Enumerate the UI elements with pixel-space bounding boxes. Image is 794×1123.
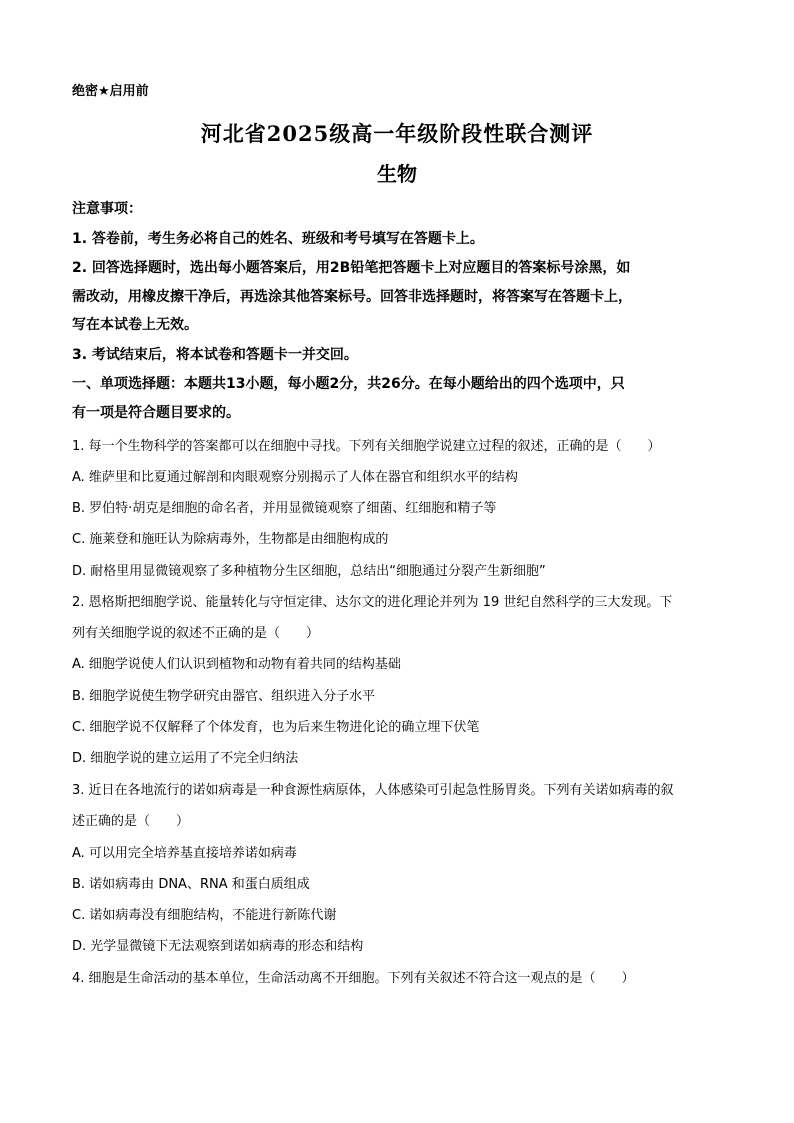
question-stem: 列有关细胞学说的叙述不正确的是（ ） [72, 626, 320, 641]
question-option: D. 细胞学说的建立运用了不完全归纳法 [72, 751, 299, 766]
secret-mark: 绝密★启用前 [72, 84, 149, 99]
page-title: 河北省2025级高一年级阶段性联合测评 [200, 121, 594, 146]
question-stem: 4. 细胞是生命活动的基本单位，生命活动离不开细胞。下列有关叙述不符合这一观点的是（ ） [72, 971, 635, 986]
question-option: B. 细胞学说使生物学研究由器官、组织进入分子水平 [72, 689, 376, 704]
question-option: C. 诺如病毒没有细胞结构，不能进行新陈代谢 [72, 908, 337, 923]
question-option: B. 诺如病毒由 DNA、RNA 和蛋白质组成 [72, 877, 310, 892]
question-option: C. 施莱登和施旺认为除病毒外，生物都是由细胞构成的 [72, 532, 389, 547]
subject-title: 生物 [377, 162, 417, 186]
question-option: C. 细胞学说不仅解释了个体发育，也为后来生物进化论的确立埋下伏笔 [72, 720, 480, 735]
section-heading: 一、单项选择题：本题共13小题，每小题2分，共26分。在每小题给出的四个选项中，只 [72, 376, 625, 392]
question-stem: 2. 恩格斯把细胞学说、能量转化与守恒定律、达尔文的进化理论并列为 19 世纪自然科学的三大发现。下 [72, 595, 673, 610]
question-stem: 述正确的是（ ） [72, 814, 190, 829]
notes-line: 3. 考试结束后，将本试卷和答题卡一并交回。 [72, 347, 358, 363]
section-heading-cont: 有一项是符合题目要求的。 [72, 405, 240, 421]
question-option: A. 细胞学说使人们认识到植物和动物有着共同的结构基础 [72, 657, 401, 672]
question-option: B. 罗伯特·胡克是细胞的命名者，并用显微镜观察了细菌、红细胞和精子等 [72, 501, 497, 516]
question-option: D. 耐格里用显微镜观察了多种植物分生区细胞，总结出“细胞通过分裂产生新细胞” [72, 564, 546, 579]
notes-line: 写在本试卷上无效。 [72, 317, 198, 333]
question-option: A. 维萨里和比夏通过解剖和肉眼观察分别揭示了人体在器官和组织水平的结构 [72, 470, 518, 485]
question-stem: 1. 每一个生物科学的答案都可以在细胞中寻找。下列有关细胞学说建立过程的叙述，正确的是（ ） [72, 439, 661, 454]
question-option: D. 光学显微镜下无法观察到诺如病毒的形态和结构 [72, 939, 364, 954]
notes-line: 1. 答卷前，考生务必将自己的姓名、班级和考号填写在答题卡上。 [72, 231, 484, 247]
question-stem: 3. 近日在各地流行的诺如病毒是一种食源性病原体，人体感染可引起急性肠胃炎。下列有关诺如病毒的叙 [72, 783, 674, 798]
notes-line: 需改动，用橡皮擦干净后，再选涂其他答案标号。回答非选择题时，将答案写在答题卡上， [72, 289, 632, 305]
question-option: A. 可以用完全培养基直接培养诺如病毒 [72, 846, 297, 861]
notes-heading: 注意事项： [72, 201, 142, 217]
notes-line: 2. 回答选择题时，选出每小题答案后，用2B铅笔把答题卡上对应题目的答案标号涂黑，如 [72, 260, 631, 276]
